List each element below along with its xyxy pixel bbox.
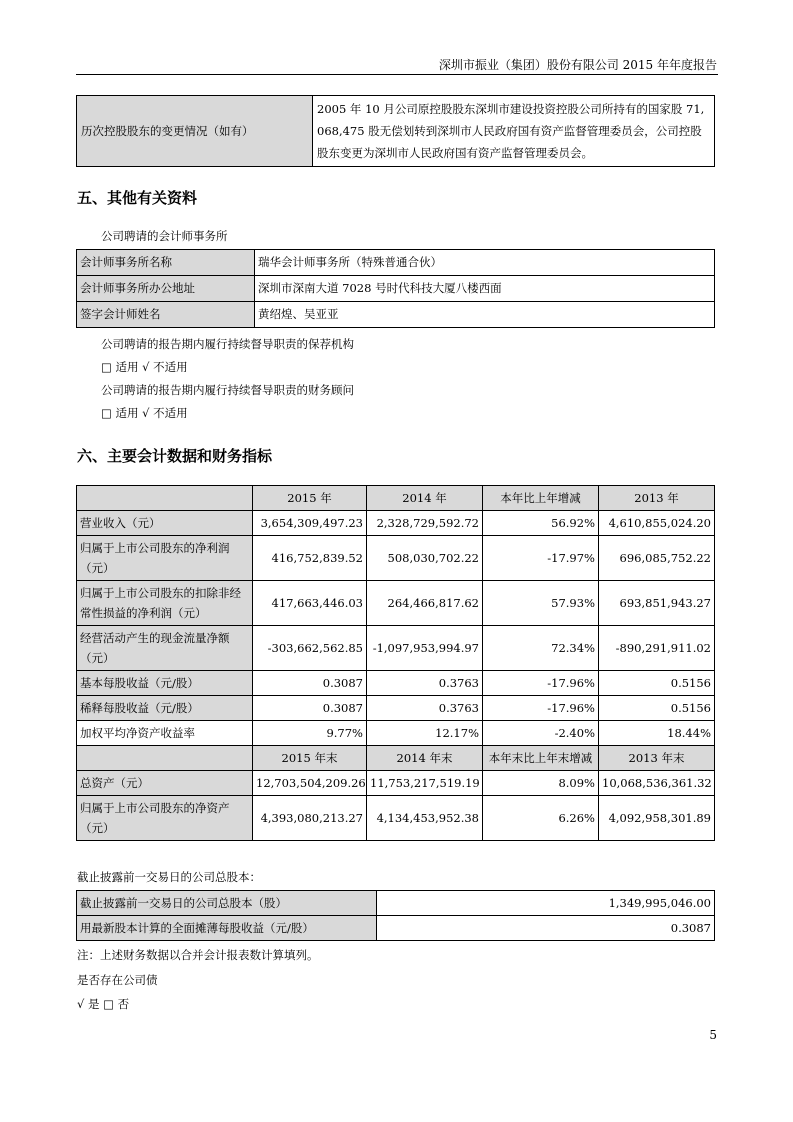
table-cell: 72.34% bbox=[483, 626, 599, 671]
table-cell: -1,097,953,994.97 bbox=[367, 626, 483, 671]
table-row bbox=[77, 581, 715, 626]
accounting-firm-table bbox=[76, 249, 715, 328]
table-row bbox=[77, 796, 715, 841]
row-label: 归属于上市公司股东的净利润（元） bbox=[77, 536, 253, 581]
bond-question: 是否存在公司债 bbox=[77, 973, 158, 987]
section5-title: 五、其他有关资料 bbox=[77, 189, 198, 207]
table-cell: 0.3087 bbox=[253, 696, 367, 721]
table-cell: 56.92% bbox=[483, 511, 599, 536]
header-cell: 2014 年末 bbox=[367, 746, 483, 771]
table-cell: 2,328,729,592.72 bbox=[367, 511, 483, 536]
table-cell: 0.5156 bbox=[599, 696, 715, 721]
table-row bbox=[77, 891, 715, 916]
row-label: 归属于上市公司股东的净资产（元） bbox=[77, 796, 253, 841]
table-cell: 693,851,943.27 bbox=[599, 581, 715, 626]
table-header-row bbox=[77, 486, 715, 511]
table-cell: 4,393,080,213.27 bbox=[253, 796, 367, 841]
diluted-eps-value: 0.3087 bbox=[377, 916, 715, 941]
firm-address-label: 会计师事务所办公地址 bbox=[77, 276, 255, 302]
controller-change-row bbox=[77, 96, 715, 167]
signing-accountant-value: 黄绍煌、吴亚亚 bbox=[255, 302, 715, 328]
table-row bbox=[77, 626, 715, 671]
table-cell: 4,092,958,301.89 bbox=[599, 796, 715, 841]
table-cell: 12,703,504,209.26 bbox=[253, 771, 367, 796]
table-cell: 0.3087 bbox=[253, 671, 367, 696]
row-label: 归属于上市公司股东的扣除非经常性损益的净利润（元） bbox=[77, 581, 253, 626]
financial-note: 注：上述财务数据以合并会计报表数计算填列。 bbox=[77, 948, 319, 962]
signing-accountant-label: 签字会计师姓名 bbox=[77, 302, 255, 328]
table-cell: 417,663,446.03 bbox=[253, 581, 367, 626]
sponsor-text: 公司聘请的报告期内履行持续督导职责的保荐机构 bbox=[101, 337, 354, 351]
table-row bbox=[77, 696, 715, 721]
table-cell: -303,662,562.85 bbox=[253, 626, 367, 671]
row-label: 总资产（元） bbox=[77, 771, 253, 796]
share-capital-intro: 截止披露前一交易日的公司总股本： bbox=[77, 870, 261, 884]
row-label: 基本每股收益（元/股） bbox=[77, 671, 253, 696]
table-cell: 11,753,217,519.19 bbox=[367, 771, 483, 796]
firm-address-value: 深圳市深南大道 7028 号时代科技大厦八楼西面 bbox=[255, 276, 715, 302]
table-cell: -17.96% bbox=[483, 696, 599, 721]
table-row bbox=[77, 276, 715, 302]
table-cell: -17.96% bbox=[483, 671, 599, 696]
report-header-title: 深圳市振业（集团）股份有限公司 2015 年年度报告 bbox=[438, 58, 717, 72]
sponsor-check: □ 适用 √ 不适用 bbox=[101, 360, 188, 374]
header-cell: 2013 年末 bbox=[599, 746, 715, 771]
table-row bbox=[77, 536, 715, 581]
table-cell: 0.5156 bbox=[599, 671, 715, 696]
share-capital-table bbox=[76, 890, 715, 941]
header-cell: 本年末比上年末增减 bbox=[483, 746, 599, 771]
header-cell bbox=[77, 486, 253, 511]
controller-change-label: 历次控股股东的变更情况（如有） bbox=[77, 96, 313, 167]
advisor-text: 公司聘请的报告期内履行持续督导职责的财务顾问 bbox=[101, 383, 354, 397]
table-row bbox=[77, 302, 715, 328]
table-cell: 3,654,309,497.23 bbox=[253, 511, 367, 536]
table-cell: 508,030,702.22 bbox=[367, 536, 483, 581]
financial-indicators-table bbox=[76, 485, 715, 841]
bond-check: √ 是 □ 否 bbox=[77, 997, 130, 1011]
table-cell: 696,085,752.22 bbox=[599, 536, 715, 581]
controller-change-table bbox=[76, 95, 715, 167]
table-header-row bbox=[77, 746, 715, 771]
table-cell: 9.77% bbox=[253, 721, 367, 746]
row-label: 经营活动产生的现金流量净额（元） bbox=[77, 626, 253, 671]
table-cell: 0.3763 bbox=[367, 671, 483, 696]
firm-name-label: 会计师事务所名称 bbox=[77, 250, 255, 276]
table-row bbox=[77, 671, 715, 696]
table-row bbox=[77, 250, 715, 276]
table-cell: 4,610,855,024.20 bbox=[599, 511, 715, 536]
table-cell: 4,134,453,952.38 bbox=[367, 796, 483, 841]
table-cell: 6.26% bbox=[483, 796, 599, 841]
table-row bbox=[77, 721, 715, 746]
section6-title: 六、主要会计数据和财务指标 bbox=[77, 447, 273, 465]
table-cell: 0.3763 bbox=[367, 696, 483, 721]
total-shares-value: 1,349,995,046.00 bbox=[377, 891, 715, 916]
table-cell: 264,466,817.62 bbox=[367, 581, 483, 626]
table-cell: 416,752,839.52 bbox=[253, 536, 367, 581]
firm-name-value: 瑞华会计师事务所（特殊普通合伙） bbox=[255, 250, 715, 276]
header-cell: 2015 年末 bbox=[253, 746, 367, 771]
table-row bbox=[77, 511, 715, 536]
row-label: 加权平均净资产收益率 bbox=[77, 721, 253, 746]
table-cell: 57.93% bbox=[483, 581, 599, 626]
header-cell: 2013 年 bbox=[599, 486, 715, 511]
table-cell: 18.44% bbox=[599, 721, 715, 746]
table-cell: -890,291,911.02 bbox=[599, 626, 715, 671]
table-cell: 12.17% bbox=[367, 721, 483, 746]
advisor-check: □ 适用 √ 不适用 bbox=[101, 406, 188, 420]
diluted-eps-label: 用最新股本计算的全面摊薄每股收益（元/股） bbox=[77, 916, 377, 941]
page-number: 5 bbox=[709, 1028, 717, 1042]
total-shares-label: 截止披露前一交易日的公司总股本（股） bbox=[77, 891, 377, 916]
section5-intro: 公司聘请的会计师事务所 bbox=[101, 229, 228, 243]
header-cell: 本年比上年增减 bbox=[483, 486, 599, 511]
table-cell: -17.97% bbox=[483, 536, 599, 581]
row-label: 营业收入（元） bbox=[77, 511, 253, 536]
table-row bbox=[77, 771, 715, 796]
row-label: 稀释每股收益（元/股） bbox=[77, 696, 253, 721]
controller-change-value: 2005 年 10 月公司原控股股东深圳市建设投资控股公司所持有的国家股 71,068,475 股无偿划转到深圳市人民政府国有资产监督管理委员会，公司控股股东变更为深圳市人民政府国有资产监督管理委员会。 bbox=[313, 96, 715, 167]
header-cell: 2015 年 bbox=[253, 486, 367, 511]
table-cell: -2.40% bbox=[483, 721, 599, 746]
header-cell: 2014 年 bbox=[367, 486, 483, 511]
header-rule bbox=[76, 74, 718, 75]
table-cell: 8.09% bbox=[483, 771, 599, 796]
table-cell: 10,068,536,361.32 bbox=[599, 771, 715, 796]
table-row bbox=[77, 916, 715, 941]
header-cell bbox=[77, 746, 253, 771]
